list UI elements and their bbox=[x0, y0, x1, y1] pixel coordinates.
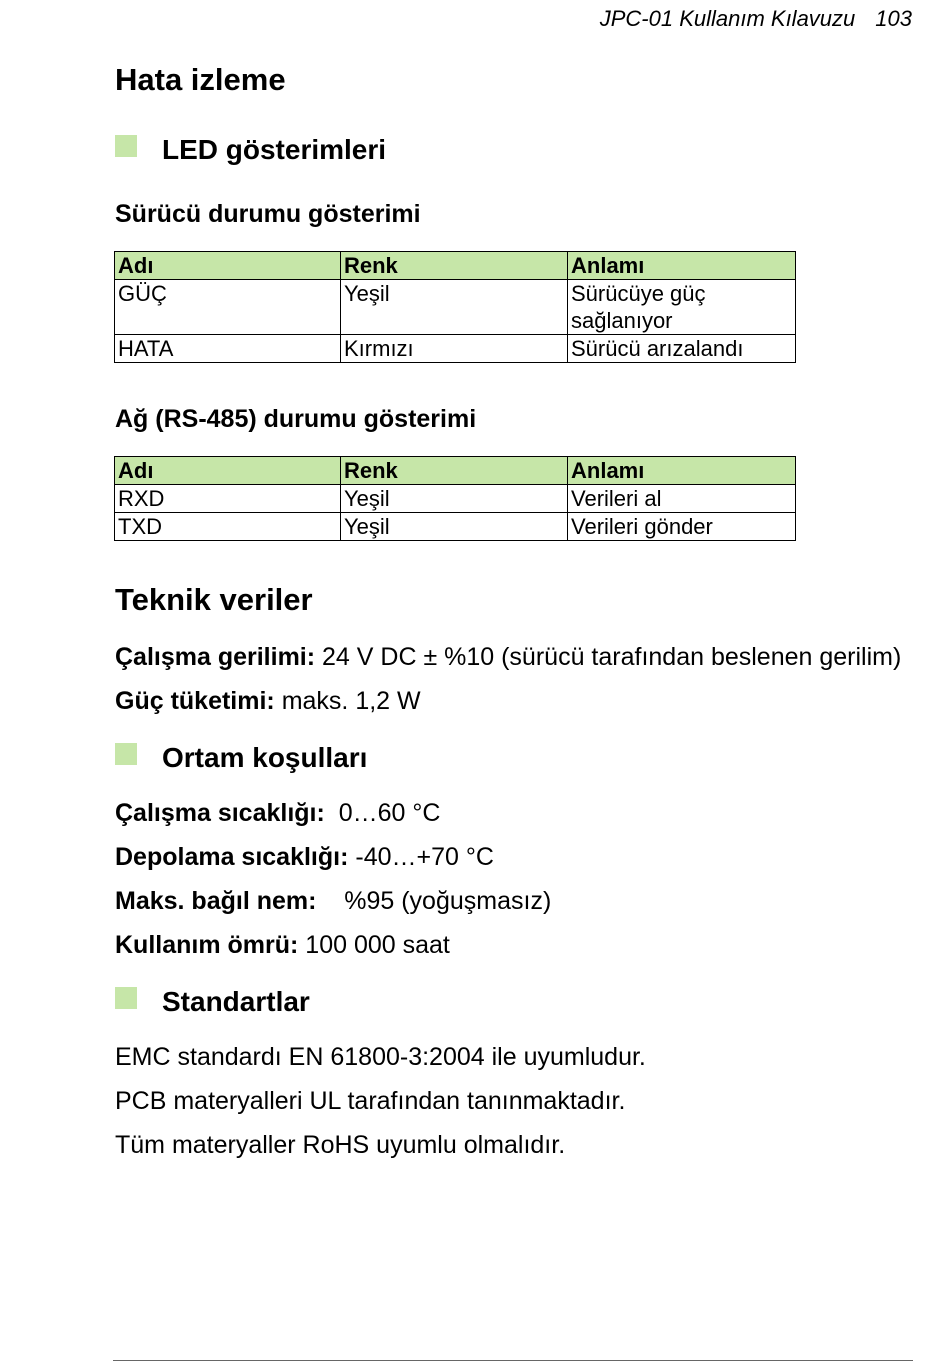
header-cell: Anlamı bbox=[568, 457, 796, 485]
subsection-led bbox=[115, 134, 386, 166]
operating-temperature-value: 0…60 °C bbox=[338, 799, 441, 827]
subsection-standartlar-title: Standartlar bbox=[162, 986, 310, 1017]
power-consumption bbox=[115, 687, 421, 716]
table-cell: Yeşil bbox=[341, 485, 568, 513]
power-consumption-value: maks. 1,2 W bbox=[281, 687, 421, 715]
header-cell: Adı bbox=[115, 252, 341, 280]
subsection-standartlar bbox=[115, 986, 310, 1018]
standard-line: EMC standardı EN 61800-3:2004 ile uyumludur. bbox=[115, 1043, 646, 1071]
table-cell: HATA bbox=[115, 335, 341, 363]
storage-temperature-value: -40…+70 °C bbox=[355, 843, 494, 871]
max-humidity-label: Maks. bağıl nem: bbox=[115, 887, 317, 915]
table-cell: Sürücü arızalandı bbox=[568, 335, 796, 363]
table-row bbox=[115, 513, 796, 541]
table-cell: Yeşil bbox=[341, 513, 568, 541]
operating-voltage bbox=[115, 643, 901, 672]
storage-temperature-label: Depolama sıcaklığı: bbox=[115, 843, 349, 871]
section-title-hata-izleme: Hata izleme bbox=[115, 62, 286, 97]
network-status-table bbox=[114, 456, 796, 541]
drive-status-table bbox=[114, 251, 796, 363]
drive-status-title: Sürücü durumu gösterimi bbox=[115, 200, 421, 228]
square-bullet-icon bbox=[115, 743, 137, 765]
table-header-row bbox=[115, 457, 796, 485]
service-life-value: 100 000 saat bbox=[305, 931, 450, 959]
page-header bbox=[600, 6, 912, 32]
header-cell: Renk bbox=[341, 457, 568, 485]
table-cell: Kırmızı bbox=[341, 335, 568, 363]
section-title-teknik-veriler: Teknik veriler bbox=[115, 582, 313, 617]
max-humidity-value: %95 (yoğuşmasız) bbox=[344, 887, 552, 915]
standard-line: PCB materyalleri UL tarafından tanınmaktadır. bbox=[115, 1087, 626, 1115]
power-consumption-label: Güç tüketimi: bbox=[115, 687, 275, 715]
subsection-ortam bbox=[115, 742, 367, 774]
table-cell: RXD bbox=[115, 485, 341, 513]
operating-temperature bbox=[115, 799, 440, 828]
table-cell: GÜÇ bbox=[115, 280, 341, 335]
table-cell: Yeşil bbox=[341, 280, 568, 335]
max-humidity bbox=[115, 887, 551, 916]
service-life-label: Kullanım ömrü: bbox=[115, 931, 299, 959]
header-cell: Adı bbox=[115, 457, 341, 485]
table-row bbox=[115, 485, 796, 513]
standard-line: Tüm materyaller RoHS uyumlu olmalıdır. bbox=[115, 1131, 566, 1159]
footer-divider bbox=[113, 1360, 913, 1361]
operating-temperature-label: Çalışma sıcaklığı: bbox=[115, 799, 325, 827]
subsection-ortam-title: Ortam koşulları bbox=[162, 742, 368, 773]
table-header-row bbox=[115, 252, 796, 280]
operating-voltage-label: Çalışma gerilimi: bbox=[115, 643, 316, 671]
table-row bbox=[115, 335, 796, 363]
storage-temperature bbox=[115, 843, 494, 872]
square-bullet-icon bbox=[115, 135, 137, 157]
table-cell: TXD bbox=[115, 513, 341, 541]
subsection-led-title: LED gösterimleri bbox=[162, 134, 387, 165]
network-status-title: Ağ (RS-485) durumu gösterimi bbox=[115, 405, 477, 433]
square-bullet-icon bbox=[115, 987, 137, 1009]
operating-voltage-value: 24 V DC ± %10 (sürücü tarafından beslenen gerilim) bbox=[322, 643, 902, 671]
header-cell: Anlamı bbox=[568, 252, 796, 280]
table-row bbox=[115, 280, 796, 335]
table-cell: Sürücüye güç sağlanıyor bbox=[568, 280, 796, 335]
table-cell: Verileri gönder bbox=[568, 513, 796, 541]
service-life bbox=[115, 931, 450, 960]
table-cell: Verileri al bbox=[568, 485, 796, 513]
manual-title: JPC-01 Kullanım Kılavuzu bbox=[599, 6, 856, 31]
page-number: 103 bbox=[875, 6, 912, 31]
header-cell: Renk bbox=[341, 252, 568, 280]
